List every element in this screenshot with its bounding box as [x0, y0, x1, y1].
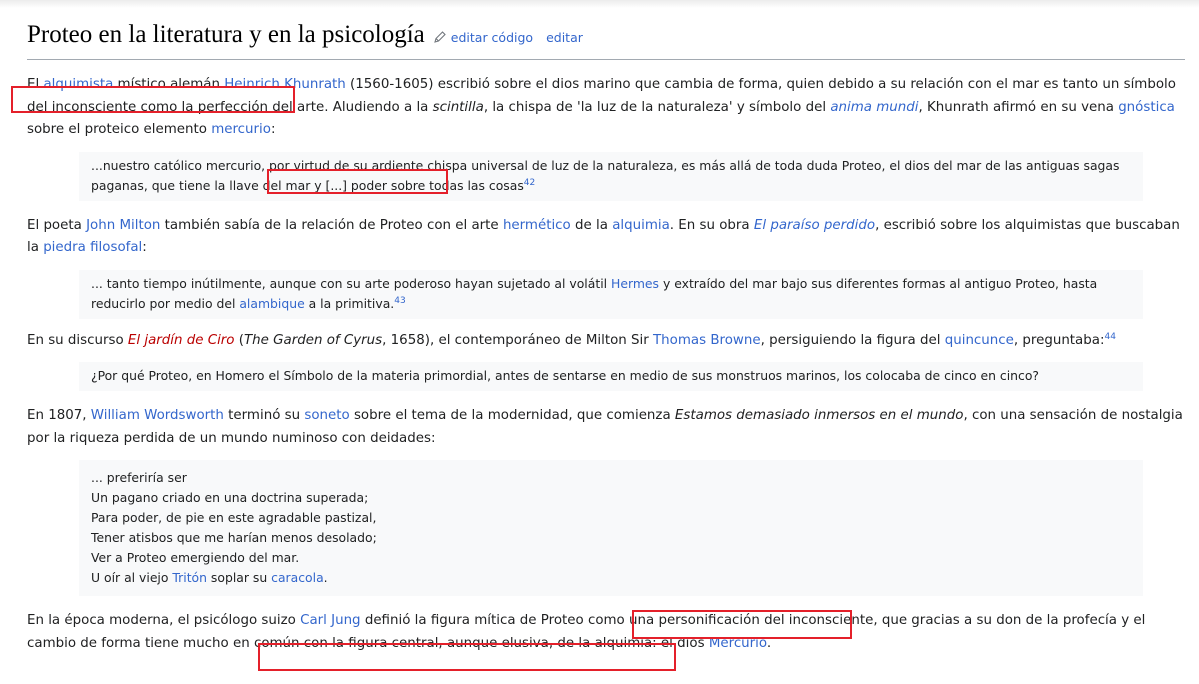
link-hermetico[interactable]: hermético — [502, 217, 571, 233]
link-quincunce[interactable]: quincunce — [944, 332, 1014, 348]
poem-line: ... preferiría ser — [91, 470, 187, 485]
link-alquimista[interactable]: alquimista — [43, 77, 114, 92]
italic-garden-of-cyrus: The Garden of Cyrus — [244, 332, 383, 348]
highlight-box — [267, 169, 448, 194]
text: . — [766, 635, 772, 651]
text: , escribió sobre los alquimistas que buscaban la — [27, 217, 1180, 255]
text: sobre el proteico elemento — [27, 122, 212, 137]
link-thomas-browne[interactable]: Thomas Browne — [653, 332, 761, 348]
highlight-box — [11, 86, 295, 113]
text: En la época moderna, el psicólogo suizo — [27, 613, 301, 628]
text: , preguntaba: — [1013, 332, 1105, 348]
edit-code-link[interactable]: editar código — [450, 30, 534, 45]
text: terminó su — [223, 408, 305, 423]
quote-browne — [79, 362, 1143, 391]
text: también sabía de la relación de Proteo con el arte — [160, 217, 503, 233]
italic-sonnet-title: Estamos demasiado inmersos en el mundo — [674, 408, 964, 423]
text: , con una sensación de nostalgia por la riqueza perdida de un mundo numinoso con deidades: — [27, 408, 1183, 446]
text: místico alemán — [113, 77, 225, 92]
link-hermes[interactable]: Hermes — [611, 275, 659, 291]
paragraph-wordsworth — [27, 405, 1185, 450]
text: soplar su — [206, 570, 272, 585]
text: de la — [570, 217, 613, 233]
text: , Khunrath afirmó en su vena — [918, 99, 1119, 115]
link-jardin-de-ciro[interactable]: El jardín de Ciro — [127, 332, 235, 348]
link-soneto[interactable]: soneto — [304, 408, 350, 423]
poem-line: Ver a Proteo emergiendo del mar. — [91, 550, 300, 565]
text: . En su obra — [669, 217, 754, 233]
section-heading — [27, 18, 1185, 60]
poem-line: Un pagano criado en una doctrina superada; — [91, 490, 369, 505]
quote-khunrath — [79, 152, 1143, 201]
text: . — [323, 570, 328, 585]
text: a la primitiva. — [304, 295, 395, 311]
link-william-wordsworth[interactable]: William Wordsworth — [90, 408, 224, 423]
article-section — [27, 18, 1185, 655]
poem-line: Tener atisbos que me harían menos desolado; — [91, 530, 377, 545]
text: y extraído del mar bajo sus diferentes formas al antiguo Proteo, hasta reducirlo por medio del — [91, 275, 1098, 311]
link-john-milton[interactable]: John Milton — [86, 217, 161, 233]
italic-scintilla: scintilla — [432, 99, 484, 115]
text: : — [270, 122, 276, 137]
text: definió la figura mítica de Proteo como una personificación del inconsciente, que gracias a su don de la profecía y el cambio de forma tiene mucho en común con la figura central, aunque elusiva, de la alquimia: el dios — [27, 613, 1146, 651]
text: El poeta — [27, 217, 87, 233]
link-anima-mundi[interactable]: anima mundi — [830, 99, 919, 115]
link-mercurio-dios[interactable]: Mercurio — [708, 635, 767, 651]
edit-links — [433, 30, 583, 45]
link-mercurio[interactable]: mercurio — [211, 122, 271, 137]
text: : — [142, 240, 147, 255]
edit-link[interactable]: editar — [546, 30, 583, 45]
pencil-icon — [433, 30, 447, 44]
text: (1560-1605) escribió sobre el dios marino que cambia de forma, quien debido a su relación con el mar es tanto un símbolo del inconsciente como la perfección del arte. Aludiendo a la — [27, 77, 1176, 115]
paragraph-milton — [27, 215, 1185, 260]
link-alquimia[interactable]: alquimia — [612, 217, 670, 233]
link-caracola[interactable]: caracola — [271, 570, 324, 585]
section-title: Proteo en la literatura y en la psicología — [27, 21, 425, 48]
link-piedra-filosofal[interactable]: piedra filosofal — [43, 240, 143, 255]
quote-wordsworth-poem — [79, 460, 1143, 596]
top-shadow — [0, 0, 1199, 8]
ref-43[interactable]: 43 — [394, 295, 406, 306]
text: ... tanto tiempo inútilmente, aunque con su arte poderoso hayan sujetado al volátil — [91, 275, 612, 291]
link-paraiso-perdido[interactable]: El paraíso perdido — [753, 217, 876, 233]
link-heinrich-khunrath[interactable]: Heinrich Khunrath — [224, 77, 346, 92]
poem-line: Para poder, de pie en este agradable pastizal, — [91, 510, 377, 525]
quote-text: ¿Por qué Proteo, en Homero el Símbolo de la materia primordial, antes de sentarse en medio de sus monstruos marinos, los colocaba de cinco en cinco? — [91, 368, 1040, 383]
ref-44[interactable]: 44 — [1104, 331, 1116, 342]
quote-milton — [79, 270, 1143, 319]
highlight-box — [258, 643, 676, 671]
highlight-box — [632, 610, 852, 639]
text: El — [27, 77, 44, 92]
text: En su discurso — [27, 332, 128, 348]
text: , la chispa de 'la luz de la naturaleza' y símbolo del — [483, 99, 831, 115]
link-triton[interactable]: Tritón — [172, 570, 207, 585]
paragraph-browne — [27, 330, 1185, 353]
text: sobre el tema de la modernidad, que comienza — [349, 408, 675, 423]
text: , 1658), el contemporáneo de Milton Sir — [382, 332, 653, 348]
text: U oír al viejo — [91, 570, 173, 585]
ref-42[interactable]: 42 — [523, 177, 536, 188]
link-carl-jung[interactable]: Carl Jung — [300, 613, 361, 628]
link-gnostica[interactable]: gnóstica — [1118, 99, 1175, 115]
poem-line — [91, 568, 1131, 588]
text: , persiguiendo la figura del — [760, 332, 945, 348]
link-alambique[interactable]: alambique — [239, 295, 305, 311]
text: ( — [234, 332, 244, 348]
quote-text: ...nuestro católico mercurio, por virtud de su ardiente chispa universal de luz de la naturaleza, es más allá de toda duda Proteo, el dios del mar de las antiguas sagas paganas, que tiene la llave del mar y [...] poder sobre todas las cosas — [91, 157, 1120, 193]
text: En 1807, — [27, 408, 91, 423]
